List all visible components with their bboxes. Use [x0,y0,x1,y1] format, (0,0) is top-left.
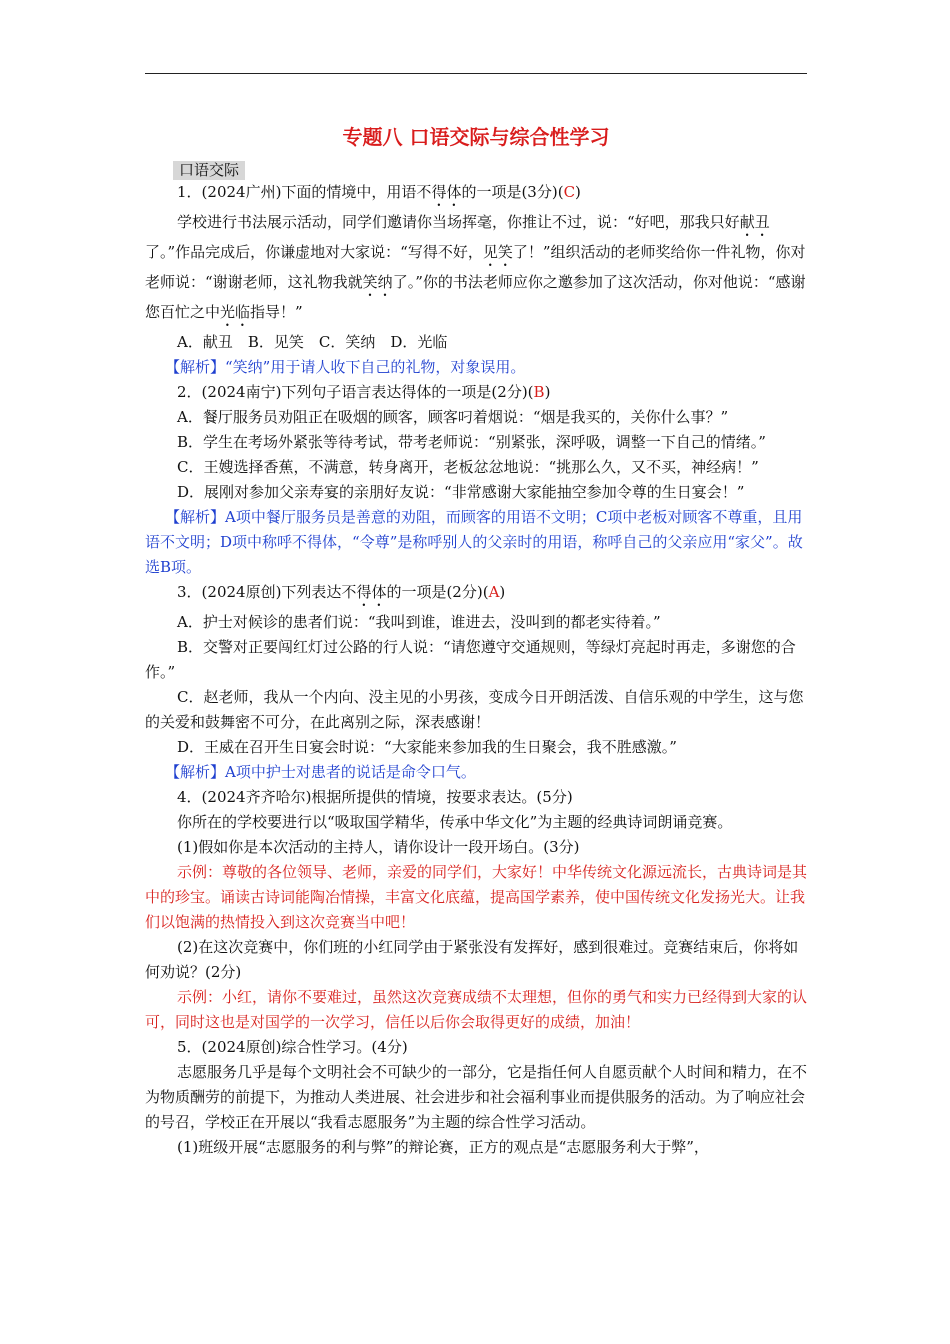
q3-analysis: 【解析】A项中护士对患者的说话是命令口气。 [165,763,476,781]
section-tag: 口语交际 [173,161,245,180]
q4-sub1-answer: 示例：尊敬的各位领导、老师，亲爱的同学们，大家好！中华传统文化源远流长，古典诗词是其中的珍宝。诵读古诗词能陶冶情操，丰富文化底蕴，提高国学素养，使中国传统文化发扬光大。让我们以饱满的热情投入到这次竞赛当中吧！ [145,863,808,931]
q2-option-d: D．展刚对参加父亲寿宴的亲朋好友说：“非常感谢大家能抽空参加令尊的生日宴会！” [177,483,745,501]
q3-option-c: C．赵老师，我从一个内向、没主见的小男孩，变成今日开朗活泼、自信乐观的中学生，这与您的关爱和鼓舞密不可分，在此离别之际，深表感谢！ [145,688,804,731]
q2-answer: B [533,383,545,401]
q4-sub2: (2)在这次竞赛中，你们班的小红同学由于紧张没有发挥好，感到很难过。竞赛结束后，你将如何劝说？(2分) [145,938,799,981]
q2-option-b: B．学生在考场外紧张等待考试，带考老师说：“别紧张，深呼吸，调整一下自己的情绪。” [177,433,766,451]
q5-context: 志愿服务几乎是每个文明社会不可缺少的一部分，它是指任何人自愿贡献个人时间和精力，在不为物质酬劳的前提下，为推动人类进展、社会进步和社会福利事业而提供服务的活动。为了响应社会的号召，学校正在开展以“我看志愿服务”为主题的综合性学习活动。 [145,1063,808,1131]
q3-option-a: A．护士对候诊的患者们说：“我叫到谁，谁进去，没叫到的都老实待着。” [177,613,661,631]
page-title: 专题八 口语交际与综合性学习 [342,125,610,149]
q4-sub2-answer: 示例：小红，请你不要难过，虽然这次竞赛成绩不太理想，但你的勇气和实力已经得到大家的认可，同时这也是对国学的一次学习，信任以后你会取得更好的成绩，加油！ [145,988,808,1031]
q3-option-b: B．交警对正要闯红灯过公路的行人说：“请您遵守交通规则，等绿灯亮起时再走，多谢您的合作。” [145,638,796,681]
q1-body: 学校进行书法展示活动，同学们邀请你当场挥毫，你推让不过，说：“好吧，那我只好献丑了。”作品完成后，你谦虚地对大家说：“写得不好，见笑了！”组织活动的老师奖给你一件礼物，你对老师说：“谢谢老师，这礼物我就笑纳了。”你的书法老师应你之邀参加了这次活动，你对他说：“感谢您百忙之中光临指导！” [145,213,806,321]
q4-sub1: (1)假如你是本次活动的主持人，请你设计一段开场白。(3分) [177,838,580,856]
q1-options: A．献丑 B．见笑 C．笑纳 D．光临 [177,333,448,351]
q3-option-d: D．王威在召开生日宴会时说：“大家能来参加我的生日聚会，我不胜感激。” [177,738,677,756]
q2-option-c: C．王嫂选择香蕉，不满意，转身离开，老板忿忿地说：“挑那么久，又不买，神经病！” [177,458,759,476]
q2-option-a: A．餐厅服务员劝阻正在吸烟的顾客，顾客叼着烟说：“烟是我买的，关你什么事？” [177,408,729,426]
q2-stem: 2．(2024南宁)下列句子语言表达得体的一项是(2分)(B) [177,383,551,401]
q4-context: 你所在的学校要进行以“吸取国学精华，传承中华文化”为主题的经典诗词朗诵竞赛。 [177,813,733,831]
q1-answer: C [563,183,576,201]
q1-stem: 1．(2024广州)下面的情境中，用语不得体的一项是(3分)(C) [177,183,581,201]
header-rule [145,73,807,74]
q4-stem: 4．(2024齐齐哈尔)根据所提供的情境，按要求表达。(5分) [177,788,573,806]
q2-analysis: 【解析】A项中餐厅服务员是善意的劝阻，而顾客的用语不文明；C项中老板对顾客不尊重，且用语不文明；D项中称呼不得体，“令尊”是称呼别人的父亲时的用语，称呼自己的父亲应用“家父”。故选B项。 [145,508,803,576]
q1-analysis: 【解析】“笑纳”用于请人收下自己的礼物，对象误用。 [165,358,526,376]
q5-sub1: (1)班级开展“志愿服务的利与弊”的辩论赛，正方的观点是“志愿服务利大于弊”， [177,1138,709,1156]
q5-stem: 5．(2024原创)综合性学习。(4分) [177,1038,408,1056]
q3-stem: 3．(2024原创)下列表达不得体的一项是(2分)(A) [177,583,506,601]
q3-answer: A [488,583,500,601]
document-page [145,118,807,1160]
